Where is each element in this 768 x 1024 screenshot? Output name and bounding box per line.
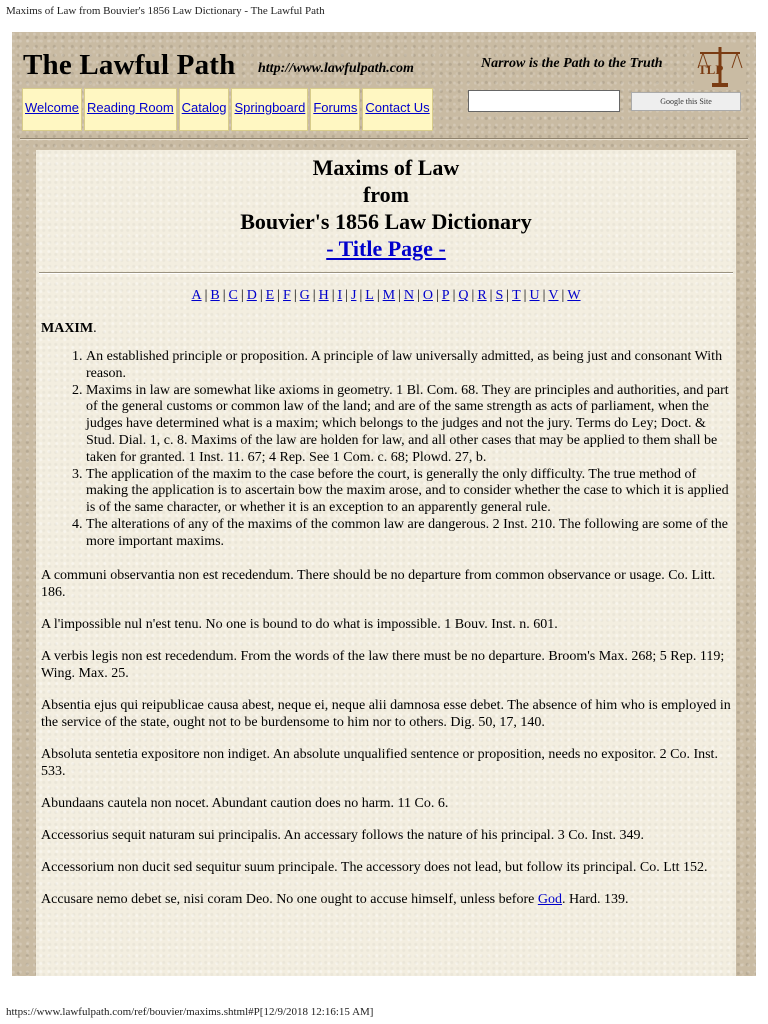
maxim-definitions — [36, 349, 736, 551]
maxim-entry: Absoluta sentetia expositore non indiget. An absolute unqualified sentence or proposition, needs no expositor. 2 Co. Inst. 533. — [41, 746, 718, 779]
maxim-entry-last — [41, 891, 732, 908]
maxim-entry: A communi observantia non est recedendum. There should be no departure from common observance or usage. Co. Litt. 186. — [41, 567, 716, 600]
letter-link[interactable]: R — [477, 288, 487, 303]
maxim-entry: Abundaans cautela non nocet. Abundant caution does no harm. 11 Co. 6. — [41, 795, 449, 811]
site-url: http://www.lawfulpath.com — [258, 61, 414, 76]
nav-forums[interactable]: Forums — [310, 88, 360, 131]
maxim-entry: Accessorius sequit naturam sui principalis. An accessary follows the nature of his principal. 3 Co. Inst. 349. — [41, 827, 645, 843]
heading-line-3: Bouvier's 1856 Law Dictionary — [240, 209, 532, 234]
letter-link[interactable]: L — [365, 288, 374, 303]
logo-text: TLP — [698, 62, 724, 77]
maxim-entry: A verbis legis non est recedendum. From the words of the law there must be no departure. Broom's Max. 268; 5 Rep. 119; Wing. Max. 25. — [41, 648, 725, 681]
letter-link[interactable]: N — [403, 288, 415, 303]
site-motto: Narrow is the Path to the Truth — [481, 56, 663, 71]
heading-line-1: Maxims of Law — [312, 155, 460, 180]
definition-item: 1. An established principle or proposition. A principle of law universally admitted, as being just and consonant With reason. — [86, 349, 732, 383]
letter-link[interactable]: G — [299, 288, 310, 303]
print-footer: https://www.lawfulpath.com/ref/bouvier/maxims.shtml#P[12/9/2018 12:16:15 AM] — [6, 1006, 374, 1018]
letter-link[interactable]: M — [382, 288, 396, 303]
page-frame — [12, 32, 756, 976]
letter-link[interactable]: S — [495, 288, 504, 303]
letter-link[interactable]: J — [350, 288, 357, 303]
letter-link[interactable]: T — [512, 288, 521, 303]
google-search-button[interactable]: Google this Site — [631, 92, 741, 111]
nav-contact-us[interactable]: Contact Us — [362, 88, 432, 131]
search-input[interactable] — [468, 90, 620, 112]
letter-link[interactable]: A — [191, 288, 202, 303]
letter-link[interactable]: P — [441, 288, 450, 303]
header-divider — [20, 138, 748, 140]
nav-reading-room[interactable]: Reading Room — [84, 88, 177, 131]
letter-link[interactable]: W — [567, 288, 581, 303]
god-link[interactable]: God — [537, 891, 562, 907]
letter-link[interactable]: F — [283, 288, 291, 303]
letter-link[interactable]: D — [246, 288, 257, 303]
title-page-link[interactable]: - Title Page - — [326, 236, 446, 261]
letter-link[interactable]: U — [529, 288, 540, 303]
maxim-term-label: MAXIM — [41, 321, 94, 336]
letter-link[interactable]: C — [228, 288, 238, 303]
nav-welcome[interactable]: Welcome — [22, 88, 82, 131]
nav-catalog[interactable]: Catalog — [179, 88, 230, 131]
main-nav — [22, 88, 433, 131]
letter-link[interactable]: E — [265, 288, 275, 303]
letter-link[interactable]: V — [548, 288, 559, 303]
letter-link[interactable]: B — [210, 288, 220, 303]
entry-text: . Hard. 139. — [561, 891, 629, 907]
entry-text: Accusare nemo debet se, nisi coram Deo. No one ought to accuse himself, unless before — [41, 891, 538, 907]
maxim-entry: Absentia ejus qui reipublicae causa abest, neque ei, neque alii damnosa esse debet. The absence of him who is employed in the service of the state, ought not to be burdensome to him nor to others. Dig. 50, 17, 140. — [41, 697, 731, 730]
maxim-entry: Accessorium non ducit sed sequitur suum principale. The accessory does not lead, but follow its principal. Co. Ltt 152. — [41, 859, 708, 875]
alphabet-index: A | B | C | D | E | F | G | H | I | J | L | M | N | O | P | Q | R | S | T | U | V | W — [191, 288, 581, 303]
nav-springboard[interactable]: Springboard — [231, 88, 308, 131]
content-divider — [39, 272, 733, 274]
definition-item: 4. The alterations of any of the maxims of the common law are dangerous. 2 Inst. 210. The following are some of the more important maxims. — [86, 517, 732, 551]
content-panel — [36, 150, 736, 976]
scales-logo-icon — [694, 44, 746, 90]
page-heading — [36, 150, 736, 262]
heading-line-2: from — [362, 182, 410, 207]
maxim-term: MAXIM. — [41, 321, 97, 336]
letter-link[interactable]: I — [337, 288, 343, 303]
definition-item: 2. Maxims in law are somewhat like axioms in geometry. 1 Bl. Com. 68. They are principles and authorities, and part of the general customs or common law of the land; and are of the same strength as acts of parliament, when the judges have determined what is a maxim; which belongs to the judges and not the jury. Terms do Ley; Doct. & Stud. Dial. 1, c. 8. Maxims of the law are holden for law, and all other cases that may be applied to them shall be taken for granted. 1 Inst. 11. 67; 4 Rep. See 1 Com. c. 68; Plowd. 27, b. — [86, 383, 732, 467]
letter-link[interactable]: Q — [458, 288, 469, 303]
maxim-entry: A l'impossible nul n'est tenu. No one is bound to do what is impossible. 1 Bouv. Inst. n. 601. — [41, 616, 558, 632]
letter-link[interactable]: O — [422, 288, 433, 303]
print-header: Maxims of Law from Bouvier's 1856 Law Dictionary - The Lawful Path — [6, 5, 325, 17]
letter-link[interactable]: H — [318, 288, 329, 303]
site-title: The Lawful Path — [23, 49, 236, 81]
definition-item: 3. The application of the maxim to the case before the court, is generally the only difficulty. The true method of making the application is to ascertain bow the maxim arose, and to consider whether the case to which it is applied is of the same character, or whether it is an exception to an apparently general rule. — [86, 467, 732, 517]
